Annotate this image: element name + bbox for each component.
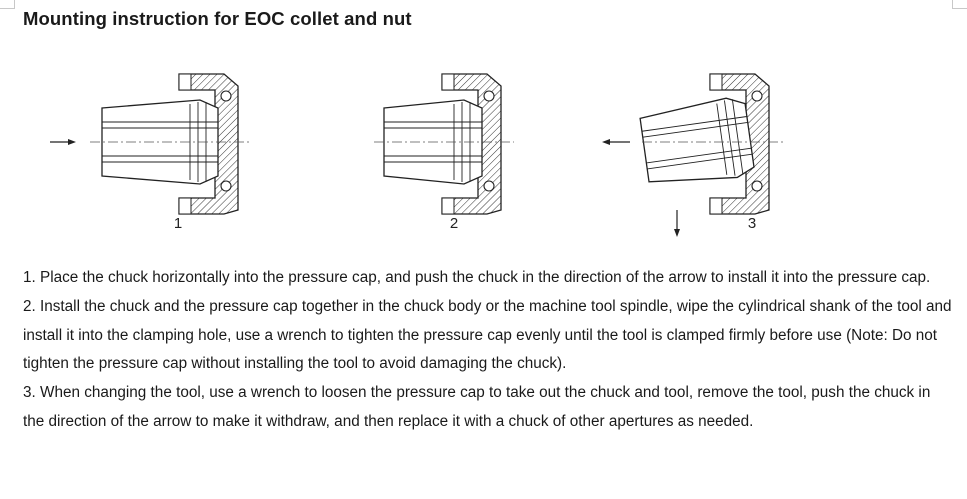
mounting-figures <box>0 60 967 250</box>
collet-icon <box>639 96 755 190</box>
figure-3-label: 3 <box>747 215 757 232</box>
document-title: Mounting instruction for EOC collet and nut <box>23 8 412 29</box>
instruction-step-1: 1. Place the chuck horizontally into the pressure cap, and push the chuck in the direction of the arrow to install it into the pressure cap. <box>23 269 931 286</box>
push-arrow-icon <box>50 139 76 145</box>
mounting-figure-1 <box>40 60 300 250</box>
figure-2-drawing <box>318 60 578 250</box>
figure-2-label: 2 <box>449 215 459 232</box>
press-down-arrow-icon <box>674 210 680 237</box>
mounting-figure-3 <box>592 60 852 250</box>
corner-mark-right <box>952 0 967 9</box>
withdraw-arrow-icon <box>602 139 630 145</box>
figure-3-drawing <box>592 60 852 250</box>
instruction-step-3: 3. When changing the tool, use a wrench to loosen the pressure cap to take out the chuck and tool, remove the tool, push the chuck in the direction of the arrow to make it withdraw, and then replace it with a chuck of other apertures as needed. <box>23 384 931 430</box>
instruction-steps <box>23 264 953 437</box>
figure-1-drawing <box>40 60 300 250</box>
corner-mark-left <box>0 0 15 9</box>
mounting-figure-2 <box>318 60 578 250</box>
instruction-step-2: 2. Install the chuck and the pressure cap together in the chuck body or the machine tool spindle, wipe the cylindrical shank of the tool and install it into the clamping hole, use a wrench to tighten the pressure cap evenly until the tool is clamped firmly before use (Note: Do not tighten the pressure cap without installing the tool to avoid damaging the chuck). <box>23 297 952 373</box>
figure-1-label: 1 <box>173 215 183 232</box>
